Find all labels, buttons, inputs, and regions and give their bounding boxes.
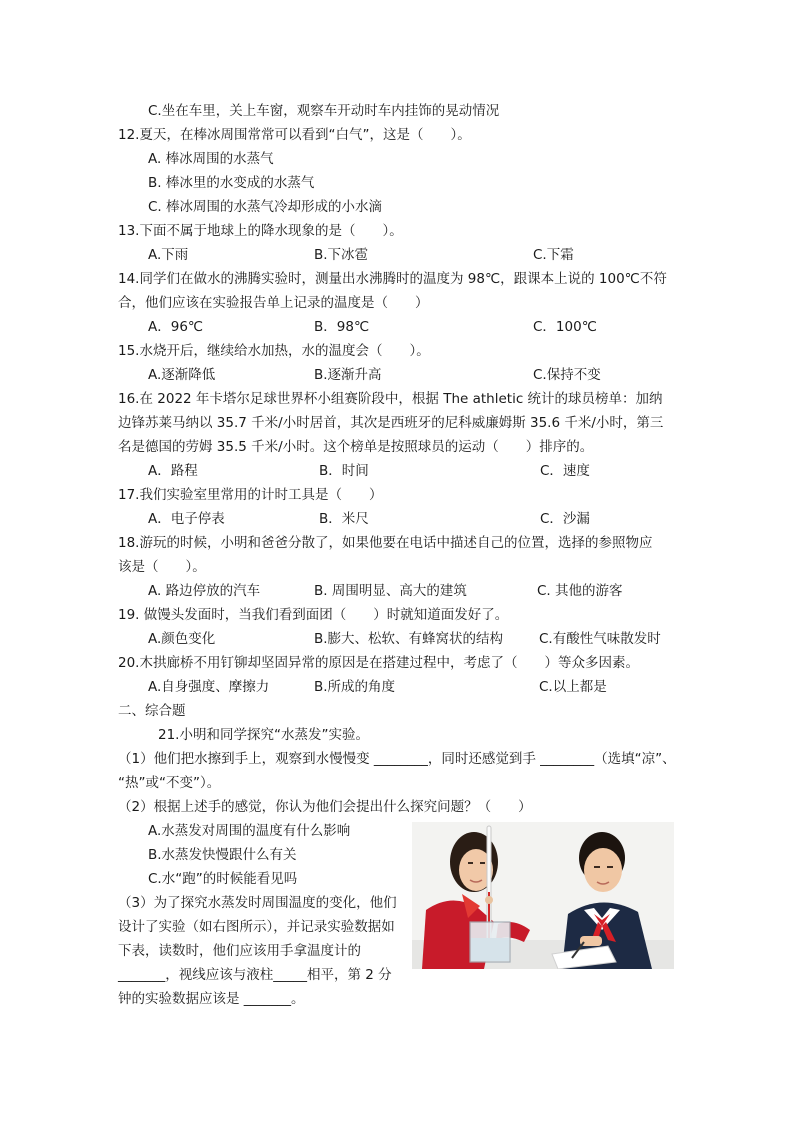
q12-option-a: A. 棒冰周围的水蒸气 [148,151,274,167]
q16-stem-line3: 名是德国的劳姆 35.5 千米/小时。这个榜单是按照球员的运动（ ）排序的。 [118,439,594,455]
q18-stem-line1: 18.游玩的时候，小明和爸爸分散了，如果他要在电话中描述自己的位置，选择的参照物应 [118,535,653,551]
q15-option-c: C.保持不变 [533,367,601,383]
q19-stem: 19. 做馒头发面时，当我们看到面团（ ）时就知道面发好了。 [118,607,509,623]
q18-option-c: C. 其他的游客 [537,583,623,599]
q16-stem-line1: 16.在 2022 年卡塔尔足球世界杯小组赛阶段中，根据 The athletic 统计的球员榜单：加纳 [118,391,663,407]
q20-stem: 20.木拱廊桥不用钉铆却坚固异常的原因是在搭建过程中，考虑了（ ）等众多因素。 [118,655,639,671]
q16-option-a: A．路程 [148,463,198,479]
q15-option-b: B.逐渐升高 [314,367,382,383]
q13-option-b: B.下冰雹 [314,247,369,263]
q20-option-c: C.以上都是 [539,679,607,695]
q21-part2-option-b: B.水蒸发快慢跟什么有关 [148,847,297,863]
q19-option-c: C.有酸性气味散发时 [539,631,661,647]
q21-part2-option-a: A.水蒸发对周围的温度有什么影响 [148,823,351,839]
q19-option-a: A.颜色变化 [148,631,216,647]
q14-option-a: A．96℃ [148,319,204,335]
q13-option-c: C.下霜 [533,247,574,263]
q21-part2-stem: （2）根据上述手的感觉，你认为他们会提出什么探究问题？（ ） [118,799,532,815]
q15-option-a: A.逐渐降低 [148,367,216,383]
q13-stem: 13.下面不属于地球上的降水现象的是（ ）。 [118,223,403,239]
q13-option-a: A.下雨 [148,247,189,263]
q21-stem: 21.小明和同学探究“水蒸发”实验。 [158,727,369,743]
children-experiment-photo-icon [412,822,674,969]
q17-option-c: C．沙漏 [540,511,590,527]
q17-option-a: A．电子停表 [148,511,225,527]
q15-stem: 15.水烧开后，继续给水加热，水的温度会（ ）。 [118,343,430,359]
q14-option-c: C．100℃ [533,319,597,335]
q20-option-a: A.自身强度、摩擦力 [148,679,270,695]
q18-stem-line2: 该是（ ）。 [118,559,206,575]
section-2-heading: 二、综合题 [118,703,186,719]
q14-option-b: B．98℃ [314,319,370,335]
q21-part3-line2: 设计了实验（如右图所示），并记录实验数据如 [118,919,395,935]
q19-option-b: B.膨大、松软、有蜂窝状的结构 [314,631,504,647]
q17-option-b: B．米尺 [319,511,369,527]
q21-part3-line5: 钟的实验数据应该是 _______。 [118,991,305,1007]
q21-part1-line2: “热”或“不变”）。 [118,775,221,791]
q21-part3-line1: （3）为了探究水蒸发时周围温度的变化，他们 [118,895,397,911]
q16-stem-line2: 边锋苏莱马纳以 35.7 千米/小时居首，其次是西班牙的尼科威廉姆斯 35.6 千米/小时，第三 [118,415,664,431]
q12-stem: 12.夏天，在棒冰周围常常可以看到“白气”，这是（ ）。 [118,127,471,143]
q14-stem-line1: 14.同学们在做水的沸腾实验时，测量出水沸腾时的温度为 98℃，跟课本上说的 100℃不符 [118,271,667,287]
q16-option-b: B．时间 [319,463,369,479]
q12-option-c: C. 棒冰周围的水蒸气冷却形成的小水滴 [148,199,383,215]
q21-part3-line4: _______，视线应该与液柱_____相平，第 2 分 [118,967,392,983]
q12-option-b: B. 棒冰里的水变成的水蒸气 [148,175,315,191]
q20-option-b: B.所成的角度 [314,679,396,695]
q17-stem: 17.我们实验室里常用的计时工具是（ ） [118,487,383,503]
q16-option-c: C．速度 [540,463,590,479]
q18-option-a: A. 路边停放的汽车 [148,583,261,599]
q11-option-c: C.坐在车里，关上车窗，观察车开动时车内挂饰的晃动情况 [148,103,500,119]
q21-part1-line1: （1）他们把水擦到手上，观察到水慢慢变 ________，同时还感觉到手 ________（选填“凉”、 [118,751,676,767]
q21-part2-option-c: C.水“跑”的时候能看见吗 [148,871,298,887]
q18-option-b: B. 周围明显、高大的建筑 [314,583,467,599]
q21-part3-line3: 下表，读数时，他们应该用手拿温度计的 [118,943,361,959]
q14-stem-line2: 合，他们应该在实验报告单上记录的温度是（ ） [118,295,429,311]
